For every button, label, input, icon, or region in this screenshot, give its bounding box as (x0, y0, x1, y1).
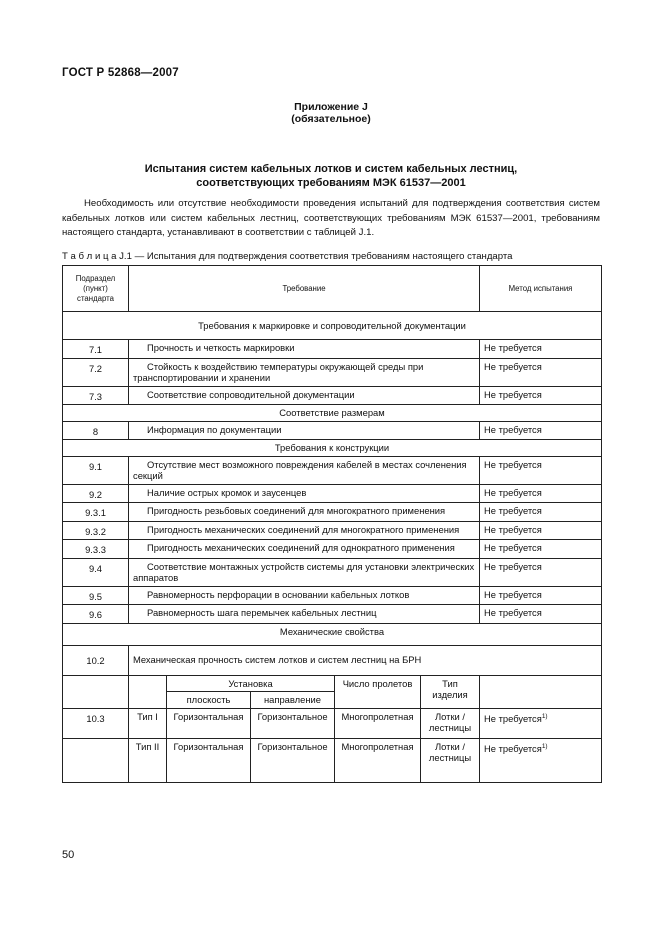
row-method: Не требуется (480, 605, 602, 624)
table-row (63, 540, 602, 559)
mech-method (480, 738, 602, 782)
row-number: 9.6 (63, 605, 129, 624)
group-row (63, 623, 602, 645)
mech-direction: Горизонтальное (251, 738, 335, 782)
row-requirement: Наличие острых кромок и заусенцев (129, 484, 480, 503)
mech-title-row (63, 645, 602, 675)
table-row (63, 484, 602, 503)
sub-header-direction: направление (251, 692, 335, 709)
table-row (63, 386, 602, 405)
table-row (63, 503, 602, 522)
mech-product: Лотки / лестницы (421, 738, 480, 782)
standard-header: ГОСТ Р 52868—2007 (62, 67, 179, 79)
row-method: Не требуется (480, 503, 602, 522)
mech-product: Лотки / лестницы (421, 708, 480, 738)
header-method: Метод испытания (480, 266, 602, 312)
row-number: 9.3.2 (63, 521, 129, 540)
sub-header-installation: Установка (167, 675, 335, 692)
row-method: Не требуется (480, 421, 602, 440)
mech-row (63, 738, 602, 782)
mech-number-blank (63, 675, 129, 708)
row-number: 9.3.1 (63, 503, 129, 522)
row-method: Не требуется (480, 456, 602, 484)
mech-type: Тип II (129, 738, 167, 782)
row-number: 8 (63, 421, 129, 440)
row-number: 9.2 (63, 484, 129, 503)
table-row (63, 421, 602, 440)
sub-header-plane: плоскость (167, 692, 251, 709)
row-number: 7.1 (63, 340, 129, 359)
row-number: 9.3.3 (63, 540, 129, 559)
group-row (63, 312, 602, 340)
mech-number: 10.2 (63, 645, 129, 675)
footnote-marker: 1) (541, 742, 548, 750)
page-number: 50 (62, 849, 75, 861)
table-row (63, 521, 602, 540)
intro-paragraph: Необходимость или отсутствие необходимости проведения испытаний для подтверждения соответствия систем кабельных лотков или систем кабельных лестниц, соответствующих требованиям МЭК 61537—2001, требованиям настоящего стандарта, устанавливают в соответствии с таблицей J.1. (62, 198, 600, 238)
row-number: 7.2 (63, 358, 129, 386)
row-requirement: Равномерность шага перемычек кабельных лестниц (129, 605, 480, 624)
footnote-marker: 1) (541, 712, 548, 720)
row-number: 7.3 (63, 386, 129, 405)
mech-type-blank (129, 675, 167, 708)
row-method: Не требуется (480, 558, 602, 586)
group-construction: Требования к конструкции (63, 440, 602, 457)
table-caption: Т а б л и ц а J.1 — Испытания для подтверждения соответствия требованиям настоящего стандарта (62, 251, 513, 262)
group-row (63, 440, 602, 457)
row-requirement: Соответствие монтажных устройств системы для установки электрических аппаратов (129, 558, 480, 586)
annex-title: Приложение J (294, 101, 368, 113)
row-method: Не требуется (480, 358, 602, 386)
row-requirement: Пригодность резьбовых соединений для многократного применения (129, 503, 480, 522)
mech-number-blank (63, 738, 129, 782)
sub-header-spans: Число пролетов (335, 675, 421, 708)
mech-direction: Горизонтальное (251, 708, 335, 738)
row-method: Не требуется (480, 586, 602, 605)
mech-title: Механическая прочность систем лотков и систем лестниц на БРН (129, 645, 602, 675)
table-row (63, 340, 602, 359)
table-header-row (63, 266, 602, 312)
mech-number-2: 10.3 (63, 708, 129, 738)
mech-plane: Горизонтальная (167, 708, 251, 738)
row-requirement: Прочность и четкость маркировки (129, 340, 480, 359)
group-marking: Требования к маркировке и сопроводительной документации (63, 312, 602, 340)
row-method: Не требуется (480, 340, 602, 359)
table-row (63, 586, 602, 605)
row-method: Не требуется (480, 386, 602, 405)
mech-spans: Многопролетная (335, 708, 421, 738)
mech-plane: Горизонтальная (167, 738, 251, 782)
row-requirement: Пригодность механических соединений для многократного применения (129, 521, 480, 540)
row-requirement: Информация по документации (129, 421, 480, 440)
table-row (63, 358, 602, 386)
row-requirement: Отсутствие мест возможного повреждения кабелей в местах сочленения секций (129, 456, 480, 484)
group-row (63, 405, 602, 422)
row-requirement: Стойкость к воздействию температуры окружающей среды при транспортировании и хранении (129, 358, 480, 386)
row-requirement: Равномерность перфорации в основании кабельных лотков (129, 586, 480, 605)
document-title-line-2: соответствующих требованиям МЭК 61537—2001 (196, 177, 466, 189)
mech-method-text: Не требуется (484, 742, 542, 754)
group-dimensions: Соответствие размерам (63, 405, 602, 422)
mech-subheader-row (63, 675, 602, 692)
row-method: Не требуется (480, 540, 602, 559)
requirements-table (62, 265, 602, 783)
table-row (63, 456, 602, 484)
mech-spans: Многопролетная (335, 738, 421, 782)
header-requirement: Требование (129, 266, 480, 312)
row-requirement: Соответствие сопроводительной документации (129, 386, 480, 405)
document-title-line-1: Испытания систем кабельных лотков и систем кабельных лестниц, (144, 163, 518, 175)
annex-subtitle: (обязательное) (291, 113, 371, 125)
header-section: Подраздел (пункт) стандарта (63, 266, 129, 312)
mech-method-text: Не требуется (484, 712, 542, 724)
mech-type: Тип I (129, 708, 167, 738)
row-method: Не требуется (480, 521, 602, 540)
mech-row (63, 708, 602, 738)
mech-method (480, 708, 602, 738)
mech-method-blank (480, 675, 602, 708)
table-row (63, 558, 602, 586)
row-number: 9.4 (63, 558, 129, 586)
row-number: 9.5 (63, 586, 129, 605)
group-mechanical: Механические свойства (63, 623, 602, 645)
row-number: 9.1 (63, 456, 129, 484)
sub-header-product: Тип изделия (421, 675, 480, 708)
table-row (63, 605, 602, 624)
row-requirement: Пригодность механических соединений для однократного применения (129, 540, 480, 559)
row-method: Не требуется (480, 484, 602, 503)
